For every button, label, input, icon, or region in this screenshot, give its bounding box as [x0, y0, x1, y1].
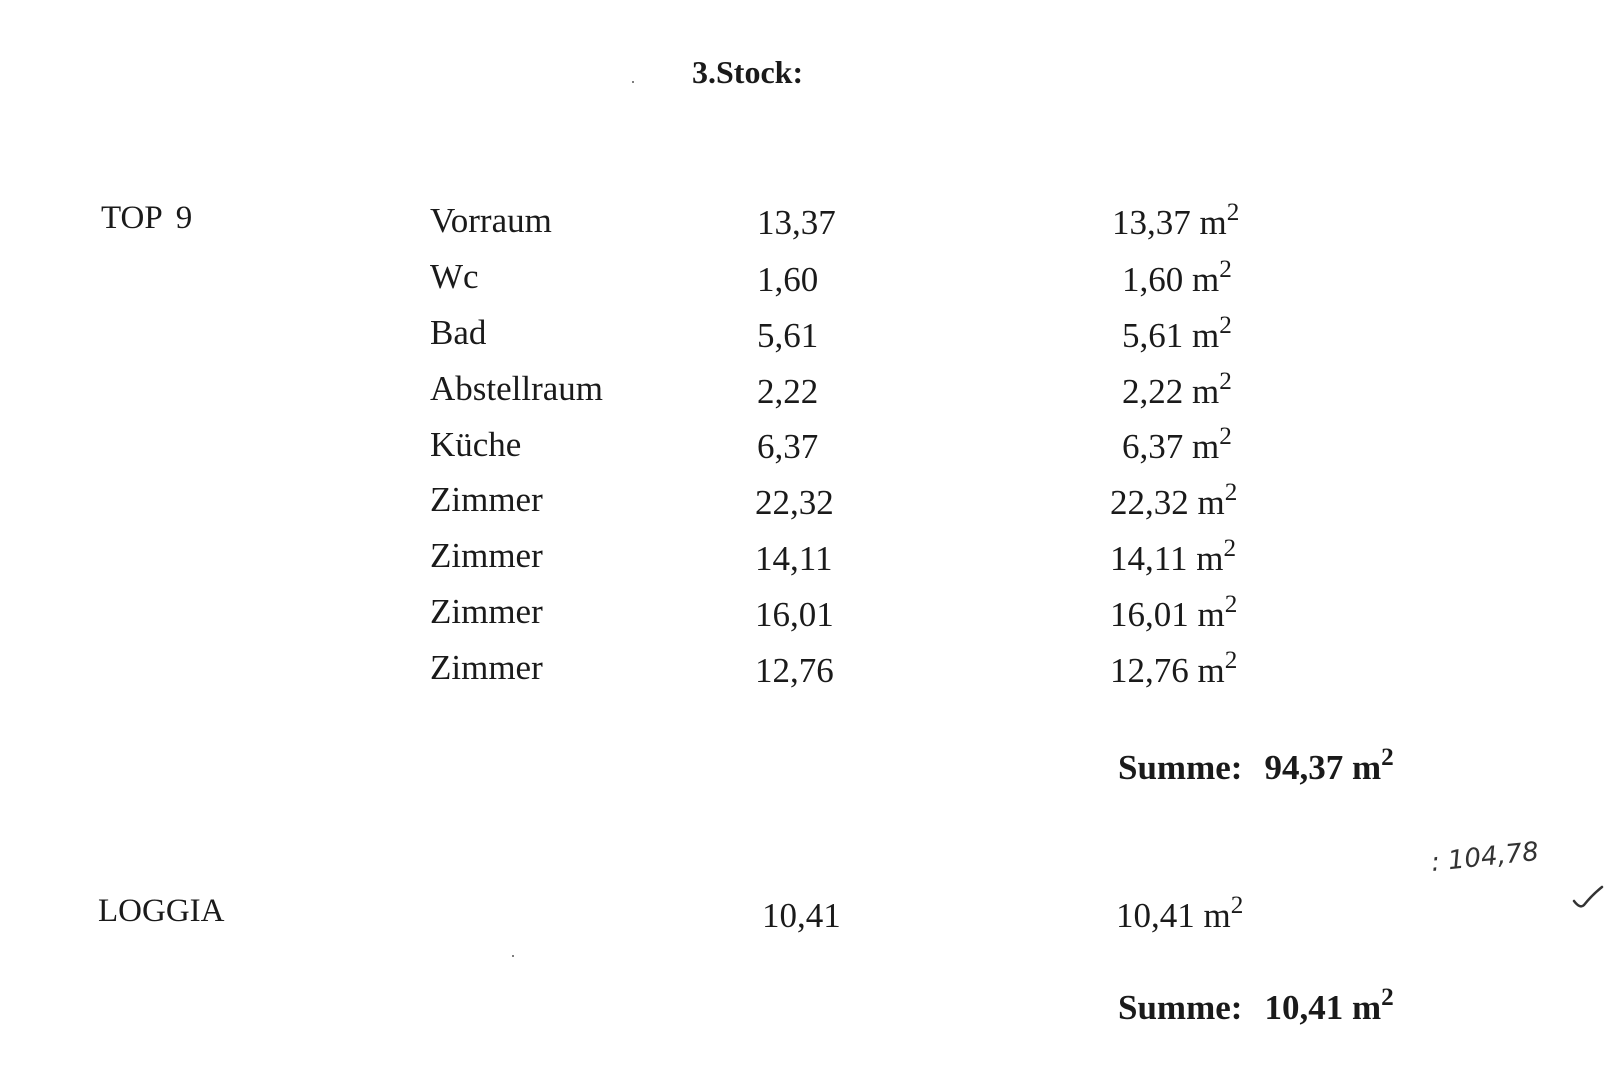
room-area: 10,41 $m^2$ [1116, 892, 1244, 935]
checkmark-icon [1574, 887, 1602, 906]
room-name: Abstellraum [430, 369, 604, 408]
room-value: 14,11 [755, 539, 833, 578]
room-value: 13,37 [757, 203, 836, 242]
room-name: Zimmer [430, 480, 543, 519]
room-area: 12,76 $m^2$ [1110, 647, 1238, 690]
sum-value: 10,41 m [1264, 988, 1382, 1027]
room-area: 6,37 $m^2$ [1122, 423, 1232, 466]
scan-speck [632, 81, 634, 83]
room-value: 2,22 [757, 372, 819, 411]
room-name: Zimmer [430, 536, 543, 575]
page-title: 3.Stock: [692, 54, 804, 90]
room-area: 2,22 $m^2$ [1122, 368, 1232, 411]
sum-value: 94,37 m [1264, 748, 1382, 787]
section-sum [1118, 984, 1394, 1027]
room-area: 14,11 $m^2$ [1110, 535, 1237, 578]
section-sum [1118, 744, 1394, 787]
room-area: 22,32 $m^2$ [1110, 479, 1238, 522]
room-name: Vorraum [430, 201, 552, 240]
room-value: 6,37 [757, 427, 819, 466]
room-value: 22,32 [755, 483, 834, 522]
sum-label: Summe: [1118, 748, 1243, 787]
handwritten-note [1429, 836, 1612, 913]
section-label-top9: TOP 9 [101, 200, 193, 236]
sum-exponent: 2 [1381, 744, 1394, 772]
room-value: 10,41 [762, 896, 841, 935]
room-area: 16,01 $m^2$ [1110, 591, 1238, 634]
scan-speck [512, 955, 514, 957]
room-name: Zimmer [430, 648, 543, 687]
section-label-loggia: LOGGIA [98, 893, 225, 929]
room-area: 1,60 $m^2$ [1122, 256, 1232, 299]
room-name: Zimmer [430, 592, 543, 631]
room-value: 1,60 [757, 260, 819, 299]
handwritten-note-drawing [1429, 836, 1612, 913]
room-value: 5,61 [757, 316, 819, 355]
room-name: Wc [430, 257, 479, 296]
room-value: 12,76 [755, 651, 834, 690]
room-value: 16,01 [755, 595, 834, 634]
room-name: Küche [430, 425, 522, 464]
room-area: 13,37 $m^2$ [1112, 199, 1240, 242]
room-name: Bad [430, 313, 487, 352]
room-area: 5,61 $m^2$ [1122, 312, 1232, 355]
handwritten-total: : 104,78 [1429, 836, 1541, 878]
sum-label: Summe: [1118, 988, 1243, 1027]
sum-exponent: 2 [1381, 984, 1394, 1012]
